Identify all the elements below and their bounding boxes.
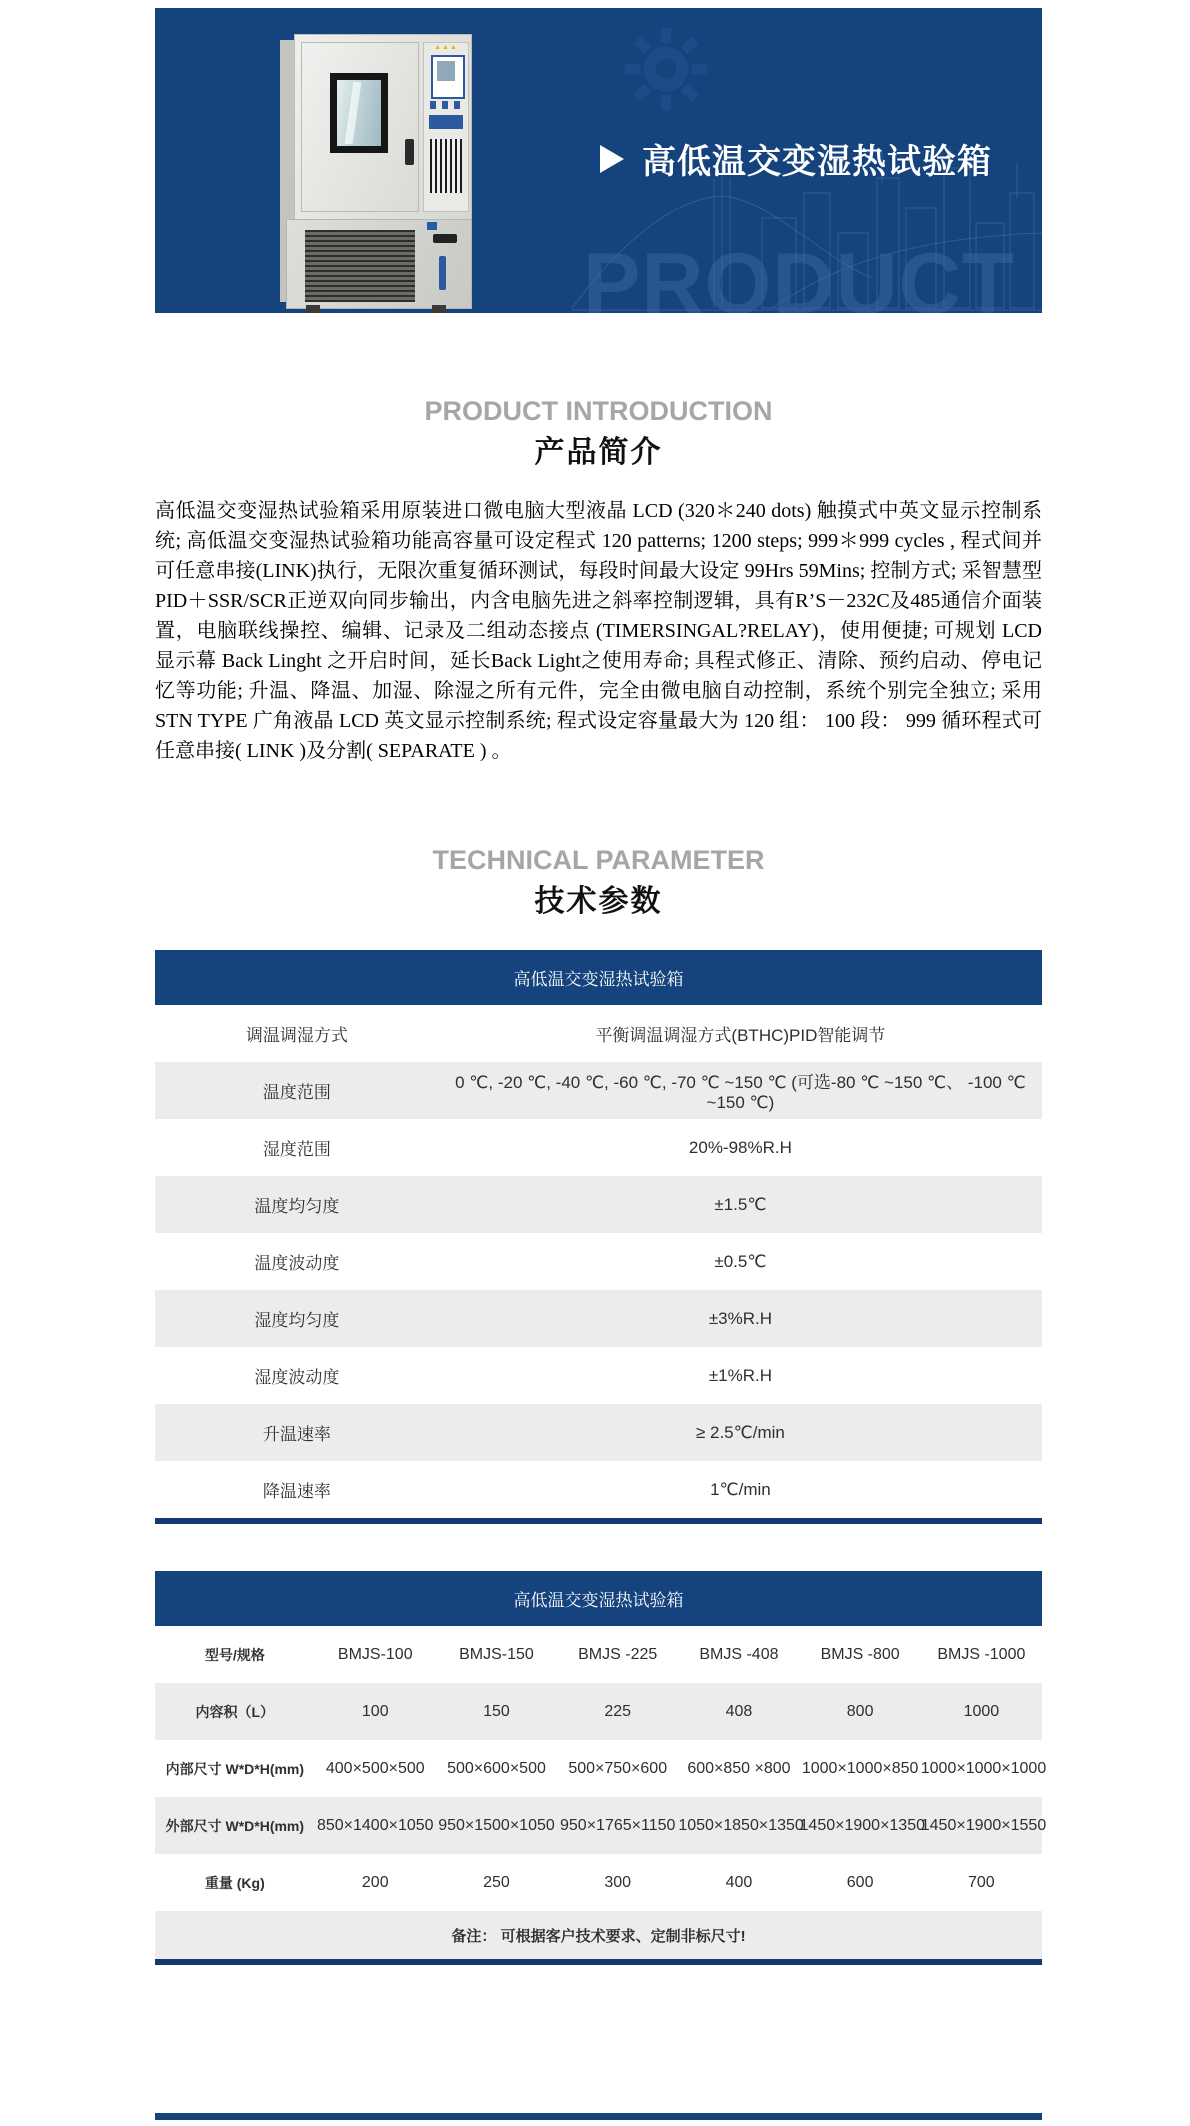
param-label: 湿度均匀度	[254, 1311, 340, 1330]
banner-title-row	[600, 134, 992, 183]
spec-value: 1050×1850×1350	[678, 1816, 804, 1834]
base-slot	[433, 234, 457, 243]
table-underline	[155, 1518, 1042, 1524]
control-panel	[423, 42, 469, 212]
controller-buttons	[430, 101, 462, 109]
param-label: 降温速率	[262, 1482, 331, 1501]
machine-base	[286, 219, 472, 309]
spec-label: 重量 (Kg)	[204, 1874, 265, 1891]
param-value: 0 ℃, -20 ℃, -40 ℃, -60 ℃, -70 ℃ ~150 ℃ (可选-80 ℃ ~150 ℃、 -100 ℃ ~150 ℃)	[455, 1073, 1026, 1112]
param-label: 温度均匀度	[254, 1197, 340, 1216]
caster-wheel	[432, 305, 446, 313]
spec-value: 500×600×500	[447, 1759, 546, 1777]
table-row	[155, 1062, 1042, 1119]
model-name: BMJS -225	[578, 1645, 658, 1663]
spec-label: 型号/规格	[204, 1646, 265, 1663]
panel-label	[429, 115, 463, 129]
table-row	[155, 1119, 1042, 1176]
intro-paragraph: 高低温交变湿热试验箱采用原装进口微电脑大型液晶 LCD (320＊240 dots) 触摸式中英文显示控制系统; 高低温交变湿热试验箱功能高容量可设定程式 120 patterns; 1200 steps; 999＊999 cycles , 程式间并可任意串接(LINK)执行，无限次重复循环测试，每段时间最大设定 99Hrs 59Mins; 控制方式; 采智慧型PID＋SSR/SCR正逆双向同步输出，内含电脑先进之斜率控制逻辑，具有R’S－232C及485通信介面装置，电脑联线操控、编辑、记录及二组动态接点 (TIMERSINGAL?RELAY)，使用便捷; 可规划 LCD 显示幕 Back Linght 之开启时间，延长Back Light之使用寿命; 具程式修正、清除、预约启动、停电记忆等功能; 升温、降温、加湿、除湿之所有元件，完全由微电脑自动控制，系统个别完全独立; 采用 STN TYPE 广角液晶 LCD 英文显示控制系统; 程式设定容量最大为 120 组： 100 段： 999 循环程式可任意串接( LINK )及分割( SEPARATE ) 。	[155, 500, 1042, 762]
table-row	[155, 1797, 1047, 1854]
param-value: 20%-98%R.H	[688, 1137, 792, 1157]
tech-section	[155, 844, 1042, 920]
gear-icon	[623, 26, 709, 112]
param-value: 平衡调温调湿方式(BTHC)PID智能调节	[595, 1026, 886, 1045]
barcode-label	[430, 139, 462, 193]
caster-wheel	[306, 305, 320, 313]
table-row	[155, 1233, 1042, 1290]
table-underline	[155, 1959, 1042, 1965]
spec-value: 150	[483, 1702, 510, 1720]
spec-value: 250	[483, 1873, 510, 1891]
machine-window-glass	[337, 80, 381, 146]
model-name: BMJS-150	[459, 1645, 534, 1663]
spec-value: 850×1400×1050	[316, 1816, 434, 1834]
spec-value: 400×500×500	[325, 1759, 425, 1777]
spec-label: 内部尺寸 W*D*H(mm)	[165, 1760, 305, 1777]
param-value: ±1.5℃	[714, 1194, 767, 1214]
spec-value: 1450×1900×1350	[799, 1816, 925, 1834]
parameter-table-header: 高低温交变湿热试验箱	[155, 950, 1042, 1005]
table-row	[155, 1005, 1042, 1062]
spec-table-note: 备注： 可根据客户技术要求、定制非标尺寸!	[155, 1911, 1042, 1959]
spec-value: 100	[361, 1702, 389, 1720]
play-triangle-icon	[600, 145, 624, 173]
param-value: ±3%R.H	[708, 1308, 772, 1328]
spec-value: 408	[725, 1702, 753, 1720]
spec-value: 400	[725, 1873, 753, 1891]
spec-value: 200	[361, 1873, 389, 1891]
param-label: 调温调湿方式	[245, 1026, 348, 1045]
param-label: 温度波动度	[254, 1254, 340, 1273]
hero-banner	[155, 8, 1042, 313]
param-value: ≥ 2.5℃/min	[695, 1422, 785, 1442]
warning-triangles-icon: ▲▲▲	[434, 44, 458, 51]
model-name: BMJS -1000	[937, 1645, 1026, 1663]
spec-value: 1000×1000×850	[801, 1759, 919, 1777]
spec-value: 600×850 ×800	[687, 1759, 791, 1777]
table-row	[155, 1347, 1042, 1404]
spec-value: 500×750×600	[568, 1759, 668, 1777]
table-row	[155, 1740, 1047, 1797]
table-row	[155, 1854, 1042, 1911]
product-photo	[280, 34, 470, 313]
spec-value: 225	[604, 1702, 632, 1720]
model-name: BMJS -800	[820, 1645, 900, 1663]
ventilation-grille	[305, 230, 415, 302]
table-row	[155, 1290, 1042, 1347]
param-label: 湿度范围	[262, 1140, 331, 1159]
spec-label: 外部尺寸 W*D*H(mm)	[165, 1817, 305, 1834]
banner-title: 高低温交变湿热试验箱	[642, 143, 992, 181]
model-name: BMJS-100	[337, 1645, 413, 1663]
table-row	[155, 1461, 1042, 1518]
param-value: 1℃/min	[710, 1479, 771, 1499]
controller-screen-frame	[431, 55, 465, 99]
controller-screen	[437, 61, 455, 81]
spec-value: 950×1500×1050	[438, 1816, 555, 1834]
param-label: 温度范围	[262, 1083, 331, 1102]
base-strip-label	[439, 256, 446, 290]
parameter-table-body	[155, 1005, 1042, 1518]
spec-value: 600	[846, 1873, 874, 1891]
spec-value: 300	[604, 1873, 632, 1891]
table-row	[155, 1176, 1042, 1233]
model-name: BMJS -408	[699, 1645, 779, 1663]
spec-table-body	[155, 1626, 1047, 1911]
param-value: ±1%R.H	[708, 1365, 772, 1385]
param-label: 湿度波动度	[254, 1368, 340, 1387]
table-row	[155, 1683, 1042, 1740]
base-label	[427, 222, 437, 230]
param-label: 升温速率	[262, 1425, 331, 1444]
param-value: ±0.5℃	[714, 1251, 767, 1271]
table-row	[155, 1626, 1042, 1683]
intro-heading-en: PRODUCT INTRODUCTION	[424, 396, 773, 426]
door-handle-icon	[405, 139, 414, 165]
spec-value: 1450×1900×1550	[920, 1816, 1047, 1834]
spec-label: 内容积（L）	[195, 1703, 275, 1720]
spec-value: 800	[846, 1702, 874, 1720]
spec-value: 700	[968, 1873, 995, 1891]
spec-table	[155, 1571, 1047, 1965]
spec-table-header: 高低温交变湿热试验箱	[155, 1571, 1042, 1626]
machine-door	[301, 42, 419, 212]
tech-heading-en: TECHNICAL PARAMETER	[432, 845, 765, 875]
machine-window	[330, 73, 388, 153]
spec-value: 1000×1000×1000	[920, 1759, 1047, 1777]
glass-reflection	[345, 82, 362, 144]
machine-front	[294, 34, 472, 222]
spec-value: 1000	[963, 1702, 1000, 1720]
intro-heading-cn: 产品简介	[534, 436, 663, 469]
table-row	[155, 1404, 1042, 1461]
intro-section	[155, 395, 1042, 766]
footer-divider-bar	[155, 2113, 1042, 2120]
spec-value: 950×1765×1150	[560, 1816, 676, 1834]
tech-heading-cn: 技术参数	[534, 885, 663, 918]
parameter-table	[155, 950, 1042, 1524]
product-watermark: PRODUCT	[583, 236, 1016, 313]
